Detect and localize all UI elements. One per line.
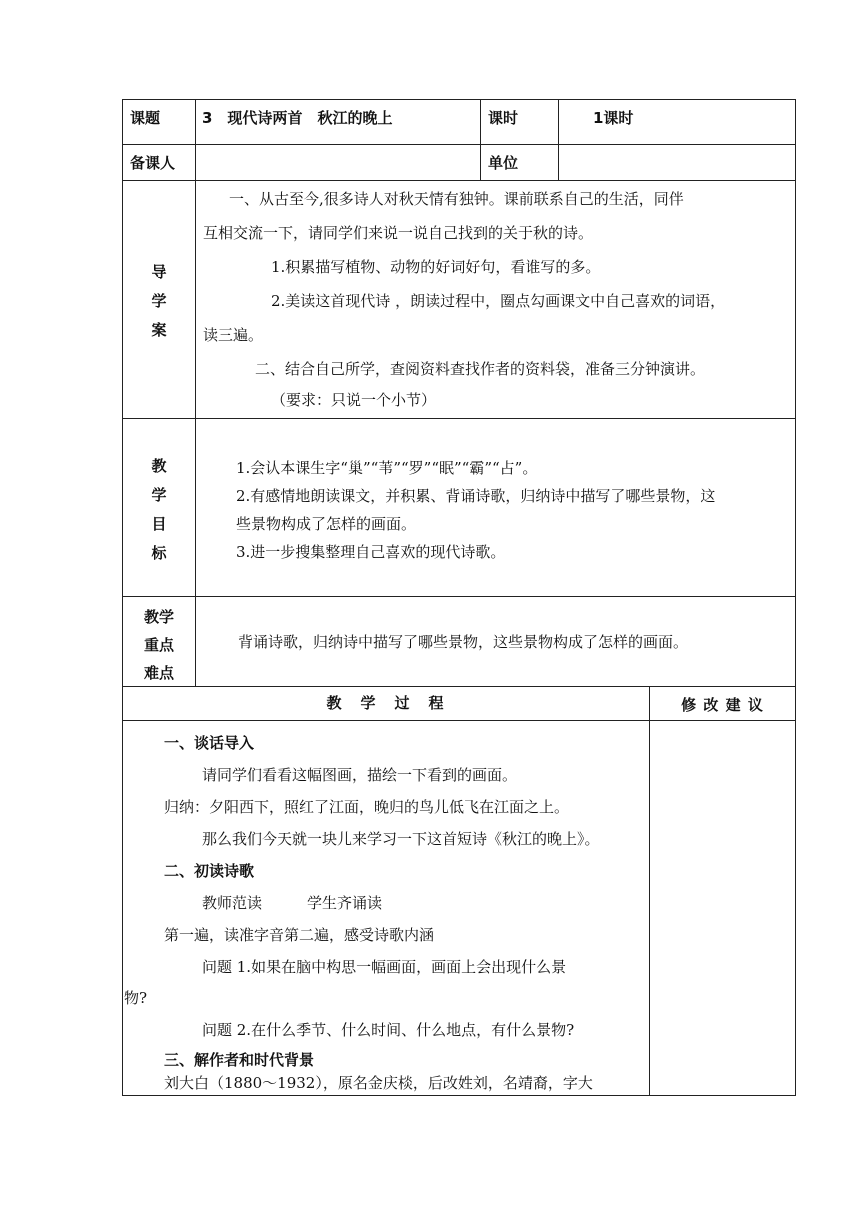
process-line: 归纳：夕阳西下，照红了江面，晚归的鸟儿低飞在江面之上。: [164, 798, 570, 816]
unit-label: 单位: [488, 154, 519, 172]
key-points-label: 教学 重点 难点: [143, 608, 174, 682]
goals-label: 教 学 目 标: [151, 457, 167, 562]
process-line: 物?: [124, 989, 148, 1007]
table-divider: [195, 99, 196, 687]
process-line: 那么我们今天就一块儿来学习一下这首短诗《秋江的晚上》。: [202, 830, 600, 848]
hours-label: 课时: [488, 109, 519, 127]
table-divider: [558, 99, 559, 181]
process-heading-3: 三、解作者和时代背景: [164, 1051, 315, 1069]
table-border-top: [122, 99, 796, 100]
lesson-title: 3 现代诗两首 秋江的晚上: [202, 109, 393, 127]
guide-label: 导 学 案: [151, 263, 167, 339]
process-line: 请同学们看看这幅图画，描绘一下看到的画面。: [202, 766, 518, 784]
table-divider: [122, 180, 796, 181]
guide-content: [203, 182, 793, 414]
guide-line: 1.积累描写植物、动物的好词好句，看谁写的多。: [271, 258, 601, 276]
process-line: 问题 1.如果在脑中构思一幅画面，画面上会出现什么景: [202, 958, 567, 976]
goals-content: [236, 454, 792, 566]
process-header: 教 学 过 程: [326, 694, 446, 712]
suggestion-header: 修 改 建 议: [681, 696, 764, 714]
table-divider: [122, 144, 796, 145]
table-divider: [122, 686, 796, 687]
table-border-left: [122, 99, 123, 1096]
process-heading-2: 二、初读诗歌: [164, 862, 255, 880]
goal-line: 些景物构成了怎样的画面。: [236, 515, 417, 533]
table-divider: [480, 99, 481, 181]
table-divider: [649, 686, 650, 1096]
process-line: 问题 2.在什么季节、什么时间、什么地点，有什么景物?: [202, 1021, 575, 1039]
guide-line: 读三遍。: [203, 326, 264, 344]
goal-line: 3.进一步搜集整理自己喜欢的现代诗歌。: [236, 543, 506, 561]
process-line: 教师范读 学生齐诵读: [202, 894, 383, 912]
guide-line: 互相交流一下，请同学们来说一说自己找到的关于秋的诗。: [203, 224, 594, 242]
table-divider: [122, 720, 796, 721]
lesson-label: 课题: [130, 109, 161, 127]
table-divider: [122, 596, 796, 597]
goal-line: 1.会认本课生字“巢”“苇”“罗”“眠”“霸”“占”。: [236, 459, 538, 477]
guide-line: 2.美读这首现代诗 ，朗读过程中，圈点勾画课文中自己喜欢的词语，: [271, 292, 726, 310]
table-border-bottom: [122, 1095, 796, 1096]
table-border-right: [795, 99, 796, 1096]
key-points-text: 背诵诗歌，归纳诗中描写了哪些景物，这些景物构成了怎样的画面。: [238, 633, 689, 651]
preparer-label: 备课人: [130, 154, 176, 172]
process-heading-1: 一、谈话导入: [164, 734, 255, 752]
hours-value: 1课时: [593, 109, 634, 127]
guide-line: （要求：只说一个小节）: [271, 391, 437, 409]
process-line: 刘大白（1880～1932），原名金庆棪，后改姓刘，名靖裔，字大: [164, 1074, 593, 1092]
goal-line: 2.有感情地朗读课文，并积累、背诵诗歌，归纳诗中描写了哪些景物，这: [236, 487, 716, 505]
table-divider: [122, 418, 796, 419]
process-line: 第一遍，读准字音第二遍，感受诗歌内涵: [164, 926, 435, 944]
guide-line: 一、从古至今,很多诗人对秋天情有独钟。课前联系自己的生活，同伴: [229, 190, 684, 208]
guide-line: 二、结合自己所学，查阅资料查找作者的资料袋，准备三分钟演讲。: [255, 360, 706, 378]
